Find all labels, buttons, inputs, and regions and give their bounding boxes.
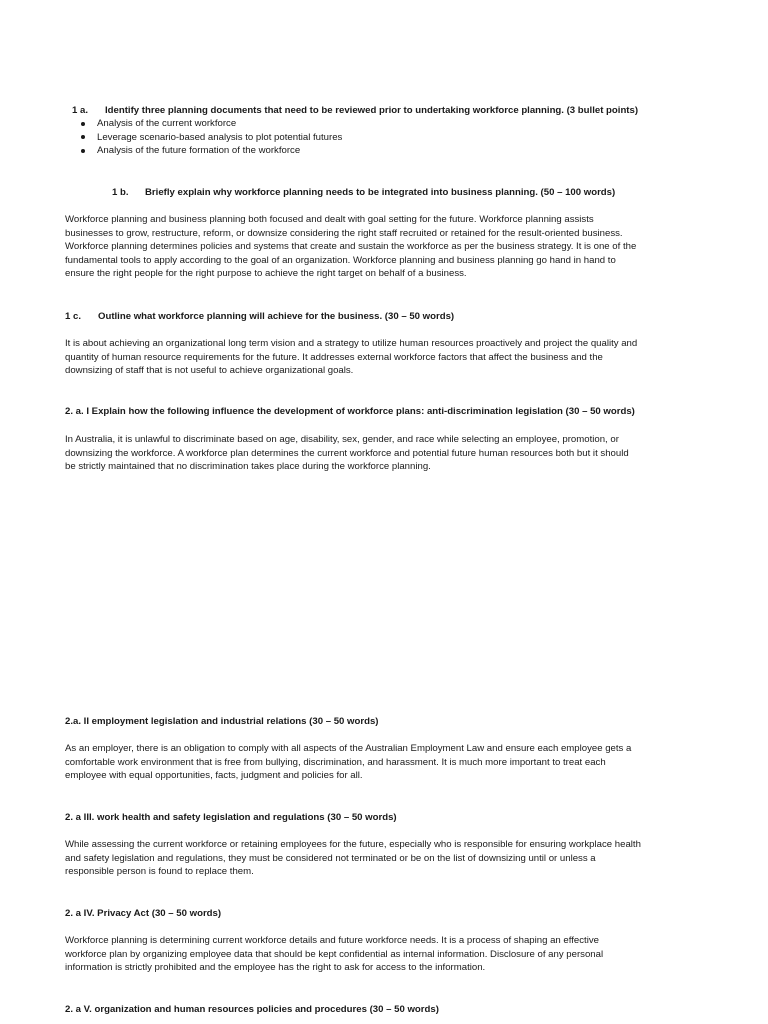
answer-line: comfortable work environment that is free from bullying, discrimination, and harassment. It is much more important to treat each bbox=[65, 756, 606, 768]
question-2a3-heading: 2. a III. work health and safety legislation and regulations (30 – 50 words) bbox=[65, 812, 397, 823]
answer-2a3 bbox=[65, 838, 710, 879]
planning-documents-list bbox=[65, 117, 710, 158]
answer-2a2 bbox=[65, 742, 710, 783]
list-item: Leverage scenario-based analysis to plot potential futures bbox=[65, 131, 710, 145]
answer-2a4 bbox=[65, 934, 710, 975]
question-text: Outline what workforce planning will achieve for the business. (30 – 50 words) bbox=[98, 311, 455, 322]
answer-line: fundamental tools to apply according to the goal of an organization. Workforce planning and business planning go hand in hand to bbox=[65, 254, 616, 266]
answer-line: While assessing the current workforce or retaining employees for the future, especially who is responsible for ensuring workplace health bbox=[65, 839, 641, 850]
answer-line: downsizing of staff that is not useful to achieve organizational goals. bbox=[65, 365, 354, 377]
answer-1b bbox=[65, 213, 710, 281]
answer-line: Workforce planning and business planning both focused and dealt with goal setting for the future. Workforce planning assists bbox=[65, 214, 594, 225]
answer-1c bbox=[65, 337, 710, 378]
answer-line: be strictly maintained that no discrimination takes place during the workforce planning. bbox=[65, 461, 431, 473]
question-2a2-heading: 2.a. II employment legislation and industrial relations (30 – 50 words) bbox=[65, 716, 379, 727]
answer-line: ensure the right people for the right purpose to achieve the right target on behalf of a business. bbox=[65, 268, 467, 280]
question-2a1-heading: 2. a. I Explain how the following influence the development of workforce plans: anti-discrimination legislation (30 – 50 words) bbox=[65, 406, 635, 417]
answer-line: and safety legislation and regulations, they must be considered not terminated or be on the list of downsizing until or unless a bbox=[65, 852, 596, 864]
question-2a4-heading: 2. a IV. Privacy Act (30 – 50 words) bbox=[65, 908, 222, 919]
answer-line: As an employer, there is an obligation to comply with all aspects of the Australian Employment Law and ensure each employee gets a bbox=[65, 743, 632, 754]
question-text: Identify three planning documents that need to be reviewed prior to undertaking workforce planning. (3 bullet points) bbox=[105, 105, 639, 116]
answer-line: downsizing the workforce. A workforce plan determines the current workforce and potential future human resources both but it should bbox=[65, 447, 629, 459]
answer-line: workforce plan by organizing employee data that should be kept confidential as internal information. Disclosure of any personal bbox=[65, 948, 604, 960]
question-text: Briefly explain why workforce planning needs to be integrated into business planning. (50 – 100 words) bbox=[145, 187, 616, 198]
question-number: 1 b. bbox=[112, 187, 129, 198]
question-number: 1 a. bbox=[72, 105, 89, 116]
answer-line: It is about achieving an organizational long term vision and a strategy to utilize human resources proactively and project the quality and bbox=[65, 338, 638, 349]
question-1b-heading bbox=[112, 186, 757, 200]
question-1c-heading bbox=[65, 310, 710, 324]
answer-line: Workforce planning determines policies and systems that create and sustain the workforce as per the business strategy. It is one of the bbox=[65, 241, 637, 253]
list-item: Analysis of the future formation of the workforce bbox=[65, 144, 710, 158]
list-item: Analysis of the current workforce bbox=[65, 117, 710, 131]
answer-2a1 bbox=[65, 433, 710, 474]
question-1a-heading bbox=[72, 104, 717, 118]
answer-line: responsible person is found to replace them. bbox=[65, 866, 254, 878]
answer-line: Workforce planning is determining current workforce details and future workforce needs. It is a process of shaping an effective bbox=[65, 935, 599, 946]
answer-line: In Australia, it is unlawful to discriminate based on age, disability, sex, gender, and race while selecting an employee, promotion, or bbox=[65, 434, 619, 445]
answer-line: quantity of human resource requirements for the future. It addresses external workforce factors that affect the business and the bbox=[65, 351, 603, 363]
question-2a5-heading: 2. a V. organization and human resources policies and procedures (30 – 50 words) bbox=[65, 1004, 439, 1015]
answer-line: businesses to grow, restructure, reform, or downsize considering the right staff recruited or retained for the result-oriented business. bbox=[65, 227, 623, 239]
question-number: 1 c. bbox=[65, 311, 82, 322]
answer-line: information is strictly prohibited and the employee has the right to ask for access to the information. bbox=[65, 962, 486, 974]
answer-line: employee with equal opportunities, facts, judgment and policies for all. bbox=[65, 770, 363, 782]
